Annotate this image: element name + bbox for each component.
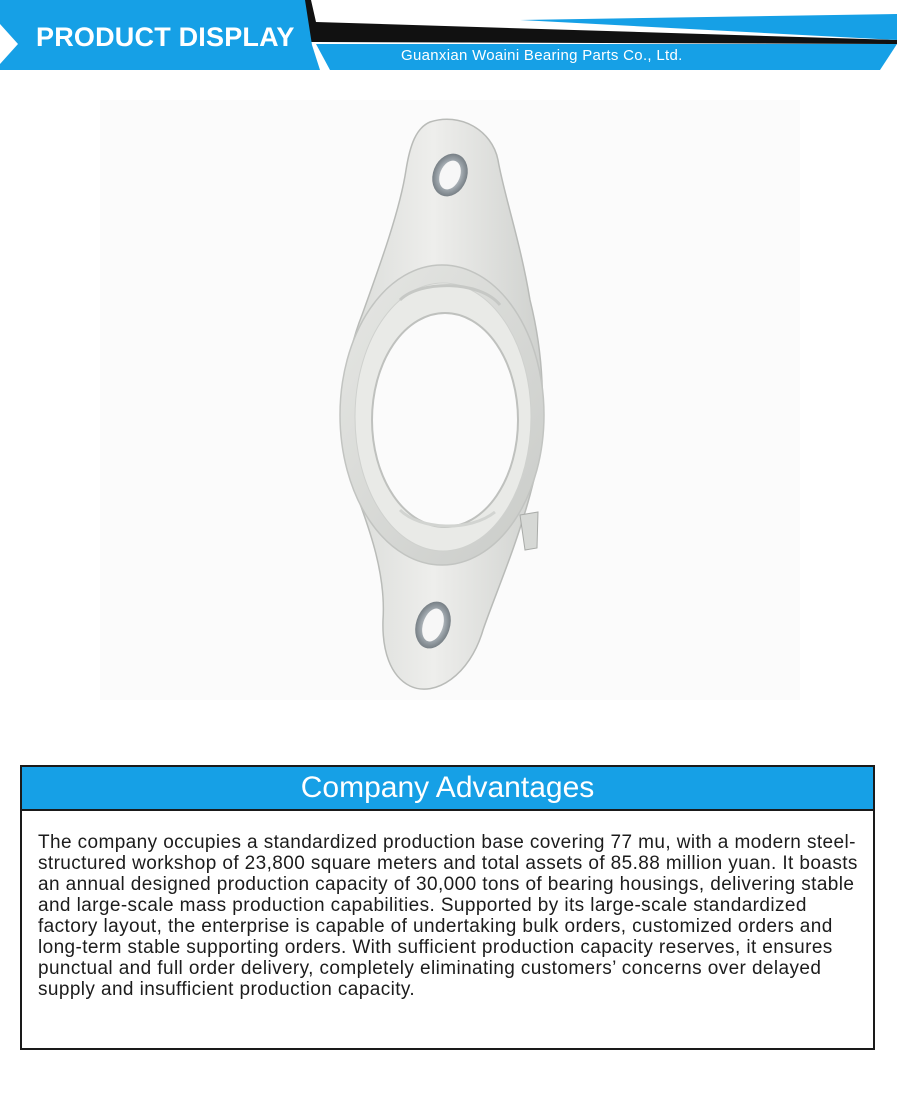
page-title: PRODUCT DISPLAY — [36, 22, 295, 52]
advantages-panel — [20, 765, 875, 1050]
advantages-heading: Company Advantages — [22, 767, 873, 811]
company-name: Guanxian Woaini Bearing Parts Co., Ltd. — [401, 47, 683, 64]
header-banner — [0, 0, 897, 72]
advantages-body: The company occupies a standardized production base covering 77 mu, with a modern steel-structured workshop of 23,800 square meters and total assets of 85.88 million yuan. It boasts an annual designed production capacity of 30,000 tons of bearing housings, delivering stable and large-scale mass production capabilities. Supported by its large-scale standardized factory layout, the enterprise is capable of undertaking bulk orders, customized orders and long-term stable supporting orders. With sufficient production capacity reserves, it ensures punctual and full order delivery, completely eliminating customers’ concerns over delayed supply and insufficient production capacity. — [38, 832, 858, 1000]
bearing-housing-image — [100, 100, 800, 700]
product-photo — [100, 100, 800, 700]
